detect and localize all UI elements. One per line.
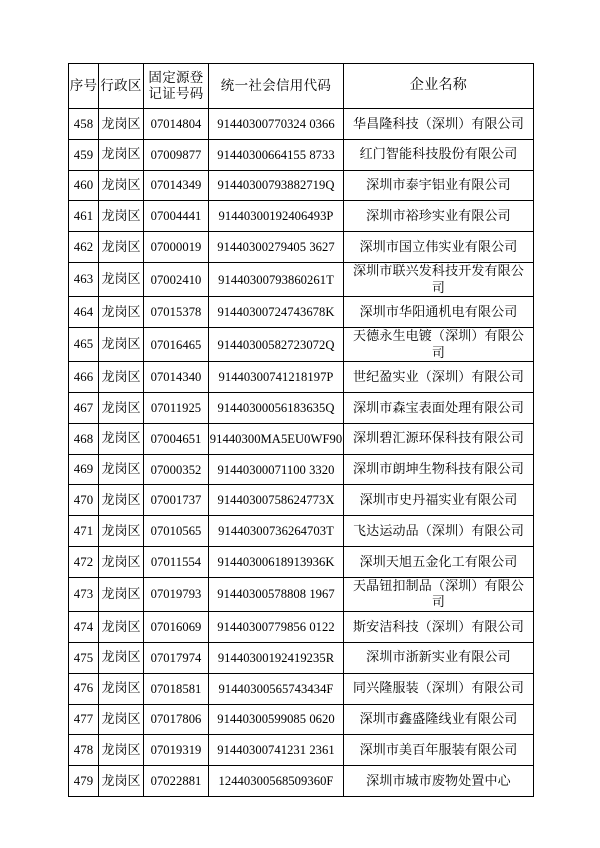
cell-company-name: 深圳市泰宇铝业有限公司	[344, 170, 534, 201]
cell-credit-code: 91440300582723072Q	[209, 328, 344, 362]
table-row	[69, 232, 534, 263]
cell-district: 龙岗区	[99, 423, 144, 454]
cell-sequence: 467	[69, 393, 99, 424]
cell-credit-code: 91440300736264703T	[209, 516, 344, 547]
cell-registration-number: 07022881	[144, 766, 209, 797]
table-header	[69, 64, 534, 109]
cell-district: 龙岗区	[99, 232, 144, 263]
cell-registration-number: 07010565	[144, 516, 209, 547]
cell-credit-code: 91440300724743678K	[209, 297, 344, 328]
cell-registration-number: 07019319	[144, 735, 209, 766]
cell-district: 龙岗区	[99, 297, 144, 328]
column-header-company-name: 企业名称	[344, 64, 534, 109]
cell-company-name: 天德永生电镀（深圳）有限公司	[344, 328, 534, 362]
cell-sequence: 474	[69, 612, 99, 643]
column-header-credit-code: 统一社会信用代码	[209, 64, 344, 109]
cell-sequence: 462	[69, 232, 99, 263]
cell-credit-code: 91440300793860261T	[209, 262, 344, 296]
cell-company-name: 深圳市华阳通机电有限公司	[344, 297, 534, 328]
cell-district: 龙岗区	[99, 262, 144, 296]
cell-sequence: 473	[69, 577, 99, 611]
cell-registration-number: 07017806	[144, 704, 209, 735]
cell-company-name: 世纪盈实业（深圳）有限公司	[344, 362, 534, 393]
cell-sequence: 458	[69, 109, 99, 140]
cell-registration-number: 07011554	[144, 547, 209, 578]
cell-credit-code: 91440300599085 0620	[209, 704, 344, 735]
column-header-district: 行政区	[99, 64, 144, 109]
cell-company-name: 斯安洁科技（深圳）有限公司	[344, 612, 534, 643]
table-row	[69, 547, 534, 578]
cell-credit-code: 91440300279405 3627	[209, 232, 344, 263]
cell-credit-code: 91440300578808 1967	[209, 577, 344, 611]
cell-credit-code: 91440300565743434F	[209, 673, 344, 704]
cell-registration-number: 07014804	[144, 109, 209, 140]
cell-company-name: 深圳天旭五金化工有限公司	[344, 547, 534, 578]
cell-company-name: 红门智能科技股份有限公司	[344, 139, 534, 170]
cell-sequence: 476	[69, 673, 99, 704]
registration-table	[68, 63, 534, 797]
cell-registration-number: 07018581	[144, 673, 209, 704]
cell-registration-number: 07017974	[144, 642, 209, 673]
cell-credit-code: 91440300192419235R	[209, 642, 344, 673]
cell-sequence: 459	[69, 139, 99, 170]
cell-registration-number: 07014349	[144, 170, 209, 201]
cell-sequence: 463	[69, 262, 99, 296]
cell-credit-code: 12440300568509360F	[209, 766, 344, 797]
cell-district: 龙岗区	[99, 109, 144, 140]
cell-district: 龙岗区	[99, 547, 144, 578]
table-header-row	[69, 64, 534, 109]
cell-credit-code: 91440300758624773X	[209, 485, 344, 516]
cell-district: 龙岗区	[99, 612, 144, 643]
cell-company-name: 深圳市裕珍实业有限公司	[344, 201, 534, 232]
table-row	[69, 485, 534, 516]
cell-registration-number: 07001737	[144, 485, 209, 516]
cell-company-name: 深圳市城市废物处置中心	[344, 766, 534, 797]
cell-sequence: 479	[69, 766, 99, 797]
cell-district: 龙岗区	[99, 454, 144, 485]
table-row	[69, 262, 534, 296]
cell-registration-number: 07011925	[144, 393, 209, 424]
cell-company-name: 深圳市浙新实业有限公司	[344, 642, 534, 673]
table-row	[69, 454, 534, 485]
cell-registration-number: 07009877	[144, 139, 209, 170]
cell-district: 龙岗区	[99, 642, 144, 673]
cell-sequence: 472	[69, 547, 99, 578]
table-row	[69, 139, 534, 170]
cell-registration-number: 07004651	[144, 423, 209, 454]
table-row	[69, 735, 534, 766]
cell-credit-code: 91440300779856 0122	[209, 612, 344, 643]
column-header-sequence: 序号	[69, 64, 99, 109]
cell-credit-code: 91440300741231 2361	[209, 735, 344, 766]
cell-sequence: 470	[69, 485, 99, 516]
cell-district: 龙岗区	[99, 735, 144, 766]
cell-company-name: 深圳市联兴发科技开发有限公司	[344, 262, 534, 296]
cell-credit-code: 91440300770324 0366	[209, 109, 344, 140]
cell-company-name: 华昌隆科技（深圳）有限公司	[344, 109, 534, 140]
cell-credit-code: 91440300618913936K	[209, 547, 344, 578]
table-row	[69, 201, 534, 232]
column-header-registration-number	[144, 64, 209, 109]
table-row	[69, 423, 534, 454]
column-header-registration-number-line1: 固定源登	[148, 69, 204, 85]
cell-district: 龙岗区	[99, 704, 144, 735]
cell-sequence: 468	[69, 423, 99, 454]
cell-sequence: 464	[69, 297, 99, 328]
cell-district: 龙岗区	[99, 766, 144, 797]
cell-sequence: 460	[69, 170, 99, 201]
cell-credit-code: 91440300MA5EU0WF90	[209, 423, 344, 454]
table-row	[69, 328, 534, 362]
cell-company-name: 深圳市史丹福实业有限公司	[344, 485, 534, 516]
cell-registration-number: 07000019	[144, 232, 209, 263]
cell-district: 龙岗区	[99, 393, 144, 424]
cell-credit-code: 91440300071100 3320	[209, 454, 344, 485]
cell-sequence: 475	[69, 642, 99, 673]
table-row	[69, 704, 534, 735]
cell-registration-number: 07002410	[144, 262, 209, 296]
cell-sequence: 469	[69, 454, 99, 485]
cell-registration-number: 07016069	[144, 612, 209, 643]
cell-district: 龙岗区	[99, 362, 144, 393]
cell-credit-code: 91440300793882719Q	[209, 170, 344, 201]
cell-district: 龙岗区	[99, 516, 144, 547]
table-row	[69, 577, 534, 611]
cell-registration-number: 07004441	[144, 201, 209, 232]
cell-district: 龙岗区	[99, 139, 144, 170]
cell-company-name: 深圳碧汇源环保科技有限公司	[344, 423, 534, 454]
cell-district: 龙岗区	[99, 577, 144, 611]
cell-sequence: 461	[69, 201, 99, 232]
column-header-registration-number-line2: 记证号码	[148, 86, 204, 101]
cell-registration-number: 07000352	[144, 454, 209, 485]
cell-company-name: 同兴隆服装（深圳）有限公司	[344, 673, 534, 704]
registration-table-container	[68, 63, 533, 797]
table-body	[69, 109, 534, 797]
cell-company-name: 深圳市朗坤生物科技有限公司	[344, 454, 534, 485]
cell-sequence: 466	[69, 362, 99, 393]
table-row	[69, 362, 534, 393]
cell-district: 龙岗区	[99, 170, 144, 201]
table-row	[69, 170, 534, 201]
cell-company-name: 飞达运动品（深圳）有限公司	[344, 516, 534, 547]
cell-district: 龙岗区	[99, 485, 144, 516]
cell-company-name: 深圳市森宝表面处理有限公司	[344, 393, 534, 424]
cell-credit-code: 91440300056183635Q	[209, 393, 344, 424]
cell-registration-number: 07019793	[144, 577, 209, 611]
table-row	[69, 109, 534, 140]
cell-registration-number: 07016465	[144, 328, 209, 362]
cell-company-name: 深圳市美百年服装有限公司	[344, 735, 534, 766]
cell-district: 龙岗区	[99, 673, 144, 704]
cell-company-name: 深圳市国立伟实业有限公司	[344, 232, 534, 263]
cell-sequence: 471	[69, 516, 99, 547]
table-row	[69, 612, 534, 643]
table-row	[69, 297, 534, 328]
cell-sequence: 478	[69, 735, 99, 766]
table-row	[69, 673, 534, 704]
cell-district: 龙岗区	[99, 201, 144, 232]
cell-credit-code: 91440300664155 8733	[209, 139, 344, 170]
cell-credit-code: 91440300741218197P	[209, 362, 344, 393]
cell-registration-number: 07014340	[144, 362, 209, 393]
cell-district: 龙岗区	[99, 328, 144, 362]
table-row	[69, 642, 534, 673]
table-row	[69, 516, 534, 547]
cell-registration-number: 07015378	[144, 297, 209, 328]
cell-company-name: 深圳市鑫盛隆线业有限公司	[344, 704, 534, 735]
cell-credit-code: 91440300192406493P	[209, 201, 344, 232]
cell-sequence: 465	[69, 328, 99, 362]
cell-sequence: 477	[69, 704, 99, 735]
table-row	[69, 766, 534, 797]
cell-company-name: 天晶钮扣制品（深圳）有限公司	[344, 577, 534, 611]
table-row	[69, 393, 534, 424]
